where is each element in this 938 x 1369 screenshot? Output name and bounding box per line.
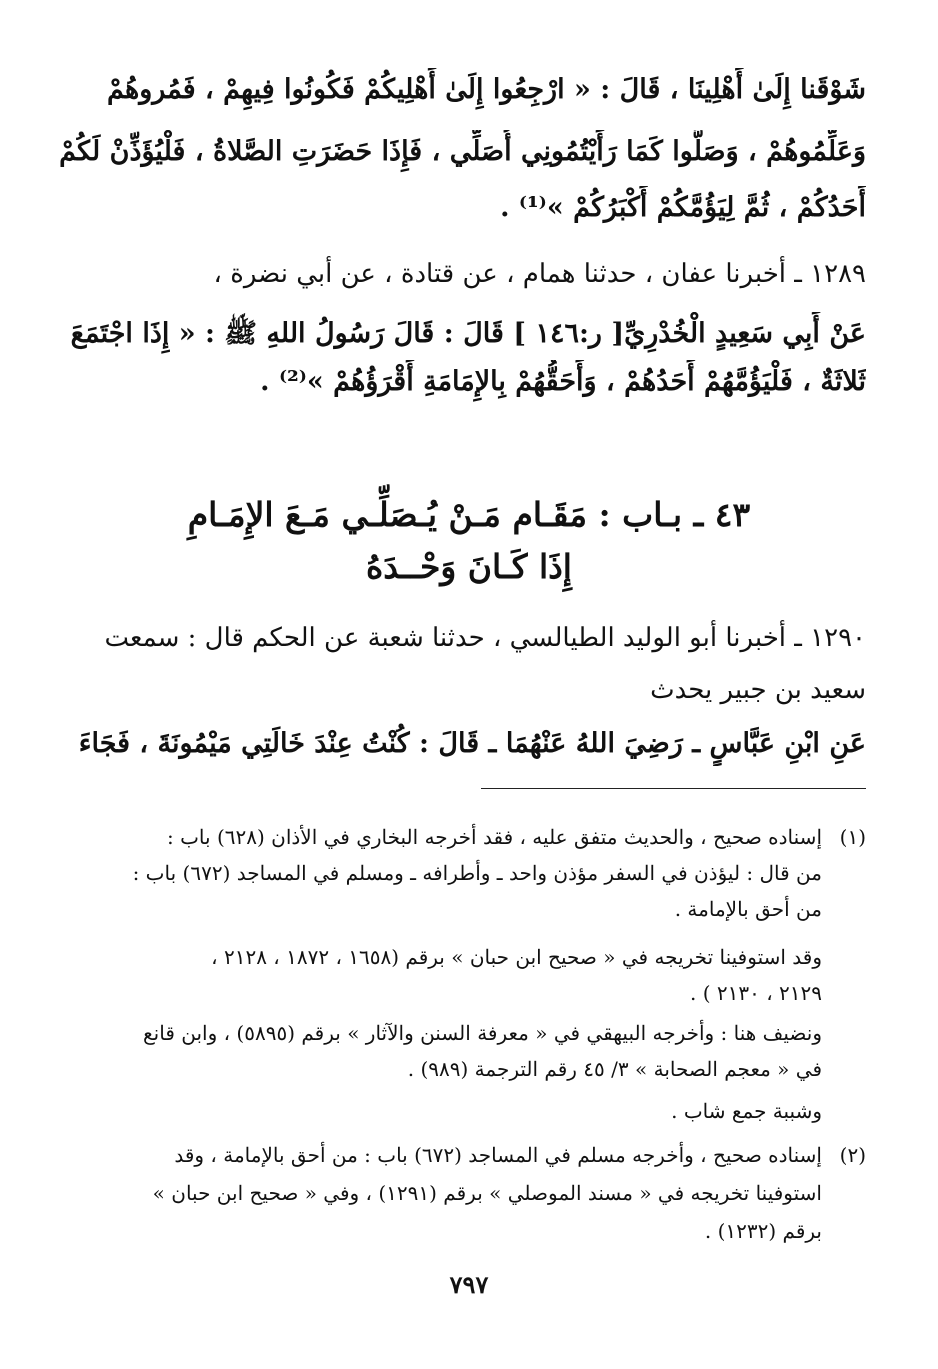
footnote-1-line-6: ونضيف هنا : وأخرجه البيهقي في « معرفة السنن والآثار » برقم (٥٨٩٥) ، وابن قانع [143, 1021, 822, 1045]
footnote-divider [481, 788, 866, 789]
footnote-1-line-1: إسناده صحيح ، والحديث متفق عليه ، فقد أخرجه البخاري في الأذان (٦٢٨) باب : [167, 825, 822, 849]
footnote-1-number: (١) [839, 825, 866, 849]
footnote-2-line-1: إسناده صحيح ، وأخرجه مسلم في المساجد (٦٧٢) باب : من أحق بالإمامة ، وقد [174, 1143, 822, 1167]
hadith-1290-isnad-1: ١٢٩٠ ـ أخبرنا أبو الوليد الطيالسي ، حدثنا شعبة عن الحكم قال : سمعت [104, 623, 866, 653]
footnote-2-number: (٢) [839, 1143, 866, 1167]
footnote-1-line-3: من أحق بالإمامة . [674, 897, 822, 921]
footnote-1-line-4: وقد استوفينا تخريجه في « صحيح ابن حبان » برقم (١٦٥٨ ، ١٨٧٢ ، ٢١٢٨ ، [211, 945, 822, 969]
footnote-1-line-8: وشببة جمع شاب . [671, 1099, 822, 1123]
footnote-2-line-2: استوفينا تخريجه في « مسند الموصلي » برقم (١٢٩١) ، وفي « صحيح ابن حبان » [152, 1181, 822, 1205]
hadith-1289-matn-1: عَنْ أَبِي سَعِيدٍ الْخُدْرِيِّ[ ر:١٤٦ ] قَالَ : قَالَ رَسُولُ اللهِ ﷺ : « إِذَا اجْتَمَعَ [70, 318, 866, 349]
footnote-1-line-7: في « معجم الصحابة » ٣/ ٤٥ رقم الترجمة (٩٨٩) . [407, 1057, 822, 1081]
hadith-1290-isnad-2: سعيد بن جبير يحدث [650, 675, 866, 705]
body-line-3: أَحَدُكُمْ ، ثُمَّ لِيَؤُمَّكُمْ أَكْبَرُكُمْ »⁽¹⁾ . [500, 192, 866, 223]
body-line-2: وَعَلِّمُوهُمْ ، وَصَلُّوا كَمَا رَأَيْتُمُونِي أُصَلِّي ، فَإِذَا حَضَرَتِ الصَّلاةُ ، فَلْيُؤَذِّنْ لَكُمْ [59, 136, 866, 167]
chapter-heading-line-2: إِذَا كَـانَ وَحْــدَهُ [366, 547, 572, 586]
page-number: ٧٩٧ [449, 1270, 489, 1299]
footnote-2-line-3: برقم (١٢٣٢) . [704, 1219, 822, 1243]
footnote-1-line-5: ٢١٢٩ ، ٢١٣٠ ) . [690, 981, 822, 1005]
hadith-1289-isnad: ١٢٨٩ ـ أخبرنا عفان ، حدثنا همام ، عن قتادة ، عن أبي نضرة ، [213, 259, 866, 289]
chapter-heading-line-1: ٤٣ ـ بـاب : مَقَـام مَـنْ يُـصَلِّـي مَـعَ الإِمَـامِ [187, 495, 751, 534]
footnote-1-line-2: من قال : ليؤذن في السفر مؤذن واحد ـ وأطرافه ـ ومسلم في المساجد (٦٧٢) باب : [132, 861, 822, 885]
body-line-1: شَوْقَنا إِلَىٰ أَهْلِينَا ، قَالَ : « ارْجِعُوا إِلَىٰ أَهْلِيكُمْ فَكُونُوا فِيهِمْ ، فَمُروهُمْ [106, 74, 866, 105]
hadith-1289-matn-2: ثَلاثَةٌ ، فَلْيَؤُمَّهُمْ أَحَدُهُمْ ، وَأَحَقُّهُمْ بِالإِمَامَةِ أَقْرَؤُهُمْ »⁽²⁾ . [260, 366, 866, 397]
hadith-1290-matn: عَنِ ابْنِ عَبَّاسٍ ـ رَضِيَ اللهُ عَنْهُمَا ـ قَالَ : كُنْتُ عِنْدَ خَالَتِي مَيْمُونَةَ ، فَجَاءَ [78, 728, 866, 759]
